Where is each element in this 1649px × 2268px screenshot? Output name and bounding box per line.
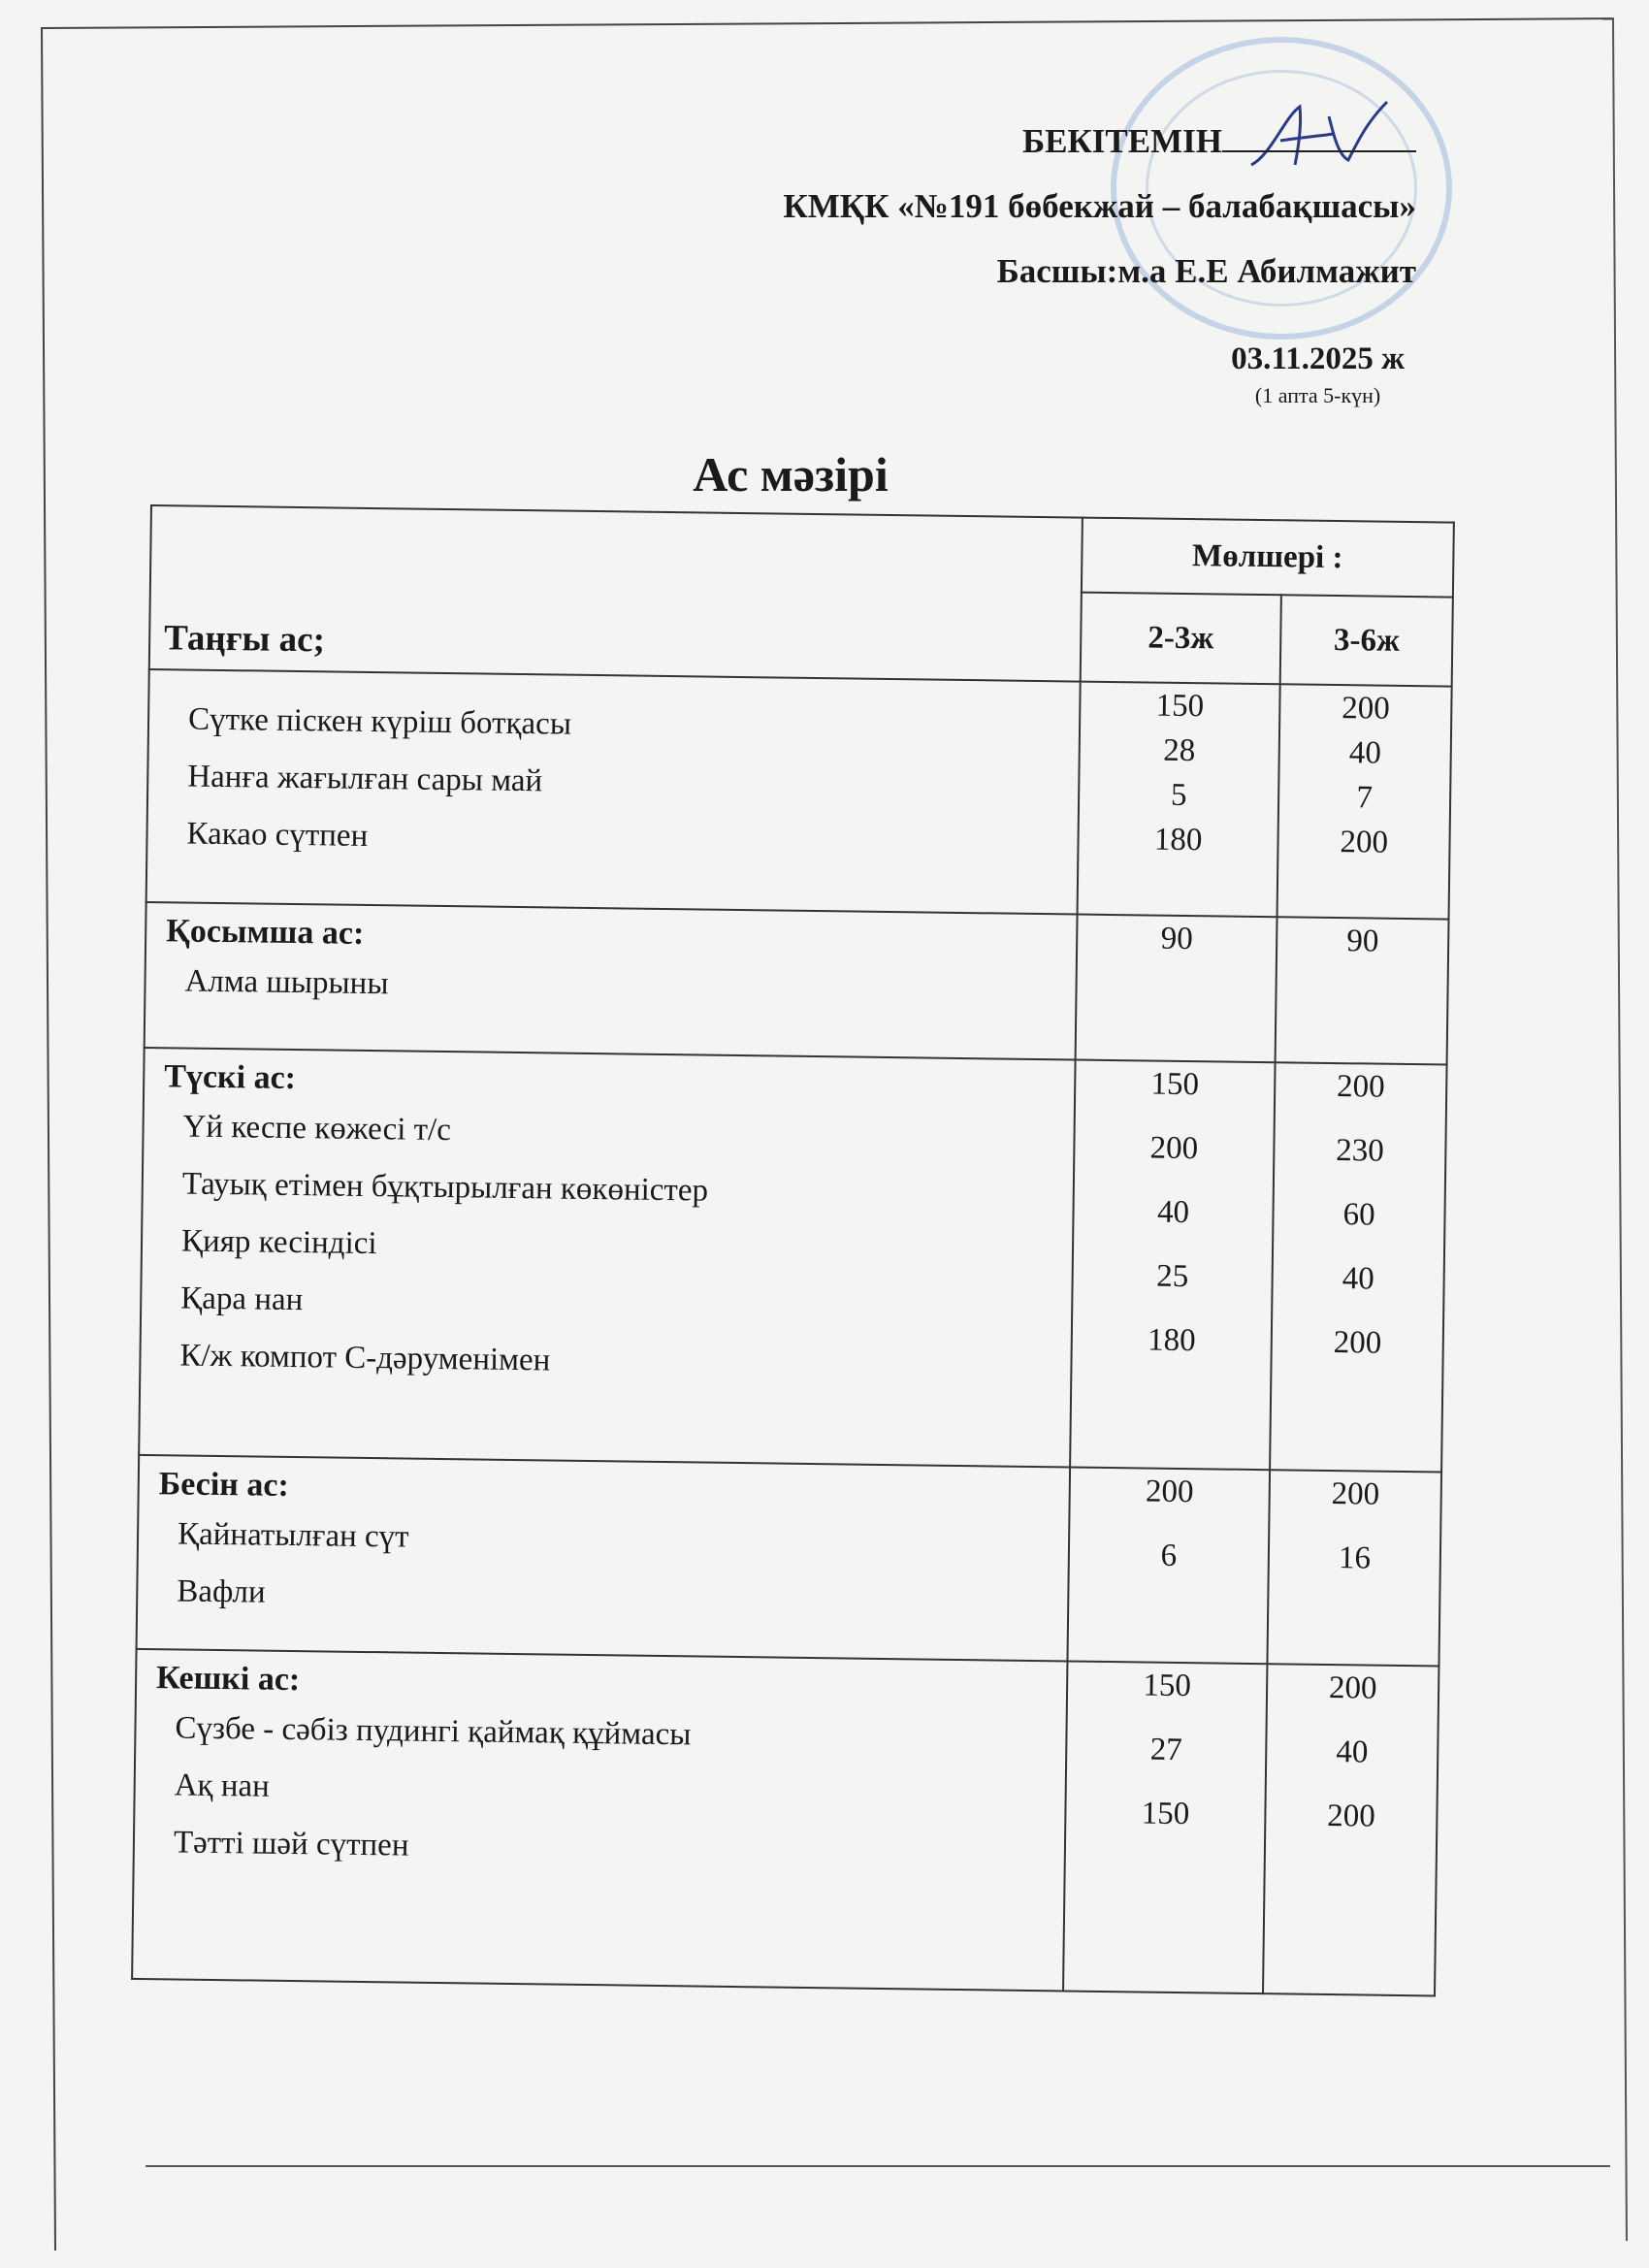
menu-item: Қайнатылған сүт	[177, 1516, 409, 1555]
afternoon-amounts-3-6	[1268, 1470, 1441, 1666]
amount: 40	[1342, 1261, 1375, 1297]
menu-item: Алма шырыны	[184, 963, 389, 1002]
week-day: (1 апта 5-күн)	[1254, 383, 1381, 407]
breakfast-amounts-2-3	[1077, 682, 1280, 918]
lunch-amounts-2-3	[1070, 1060, 1276, 1471]
amount: 150	[1143, 1668, 1192, 1704]
amount: 150	[1155, 688, 1205, 725]
amount: 180	[1153, 822, 1203, 859]
breakfast-amounts-3-6	[1277, 684, 1452, 919]
snack-title: Қосымша ас:	[166, 913, 365, 952]
amount: 200	[1342, 691, 1390, 727]
menu-item: Какао сүтпен	[186, 816, 369, 854]
breakfast-title: Таңғы ас;	[163, 618, 326, 661]
amount: 150	[1141, 1796, 1190, 1832]
lunch-amounts-3-6	[1270, 1062, 1446, 1472]
amount: 28	[1163, 732, 1196, 769]
amount: 27	[1149, 1732, 1183, 1768]
date-block	[1231, 341, 1405, 408]
amount: 200	[1340, 825, 1389, 860]
menu-item: К/ж компот С-дәруменімен	[179, 1338, 551, 1378]
lunch-items	[139, 1048, 1075, 1468]
amount: 200	[1145, 1474, 1194, 1510]
afternoon-row	[137, 1455, 1442, 1667]
menu-item: Қияр кесіндісі	[180, 1223, 377, 1262]
amount: 200	[1336, 1069, 1385, 1105]
afternoon-title: Бесін ас:	[158, 1466, 290, 1504]
approval-block	[783, 124, 1416, 319]
dinner-amounts-2-3	[1063, 1661, 1268, 1993]
amount: 40	[1336, 1734, 1369, 1770]
snack-amounts-3-6	[1276, 917, 1449, 1064]
amount: 200	[1333, 1325, 1382, 1361]
snack-items	[145, 902, 1078, 1060]
organization-name: КМҚК «№191 бөбекжай – балабақшасы»	[783, 187, 1416, 225]
amount: 7	[1356, 780, 1374, 816]
amount: 230	[1336, 1133, 1385, 1169]
menu-item: Қара нан	[180, 1280, 304, 1318]
menu-date: 03.11.2025 ж	[1231, 341, 1405, 376]
amount: 200	[1149, 1130, 1199, 1167]
menu-item: Ақ нан	[174, 1767, 271, 1804]
age-group-2-3: 2-3ж	[1080, 593, 1281, 685]
dinner-title: Кешкі ас:	[155, 1660, 301, 1699]
menu-table	[131, 504, 1455, 1996]
amount: 25	[1155, 1258, 1189, 1295]
approve-line	[783, 124, 1416, 158]
menu-item: Тауық етімен бұқтырылған көкөністер	[181, 1166, 709, 1209]
page-title: Ас мәзірі	[693, 447, 889, 502]
afternoon-amounts-2-3	[1067, 1467, 1270, 1664]
director-name: Басшы:м.а Е.Е Абилмажит	[996, 252, 1416, 290]
snack-amounts-2-3	[1075, 915, 1277, 1063]
amount: 150	[1150, 1066, 1200, 1103]
dinner-row	[132, 1649, 1439, 1996]
lunch-row	[139, 1048, 1446, 1473]
lunch-title: Түскі ас:	[164, 1058, 297, 1097]
dinner-items	[132, 1649, 1067, 1992]
amount: 40	[1348, 735, 1382, 771]
amount: 200	[1328, 1670, 1377, 1706]
amount: 90	[1346, 923, 1379, 959]
menu-item: Вафли	[177, 1573, 266, 1610]
amount: 200	[1327, 1798, 1376, 1834]
breakfast-header-cell	[149, 505, 1083, 682]
menu-item: Тәтті шәй сүтпен	[173, 1825, 409, 1863]
snack-row	[145, 902, 1449, 1065]
amount: 180	[1147, 1322, 1196, 1359]
signature-line	[1222, 150, 1416, 152]
amount: 5	[1170, 777, 1187, 814]
amount: 40	[1156, 1194, 1190, 1231]
amount-header: Мөлшері :	[1082, 518, 1454, 598]
menu-item: Нанға жағылған сары май	[187, 759, 543, 799]
approve-label: БЕКІТЕМІН	[1021, 122, 1222, 160]
breakfast-items	[146, 669, 1081, 915]
page-border-bottom	[146, 2165, 1610, 2167]
menu-item: Сүзбе - сәбіз пудингі қаймақ құймасы	[175, 1710, 692, 1753]
amount: 60	[1342, 1197, 1375, 1233]
amount: 200	[1331, 1476, 1380, 1512]
amount: 16	[1338, 1540, 1372, 1576]
age-group-3-6: 3-6ж	[1280, 595, 1453, 686]
menu-item: Сүтке піскен күріш ботқасы	[187, 701, 572, 742]
afternoon-items	[137, 1455, 1070, 1662]
amount: 90	[1160, 921, 1193, 957]
amount: 6	[1160, 1538, 1178, 1573]
dinner-amounts-3-6	[1263, 1664, 1439, 1995]
menu-item: Үй кеспе көжесі т/с	[182, 1109, 452, 1149]
breakfast-row	[146, 669, 1452, 920]
